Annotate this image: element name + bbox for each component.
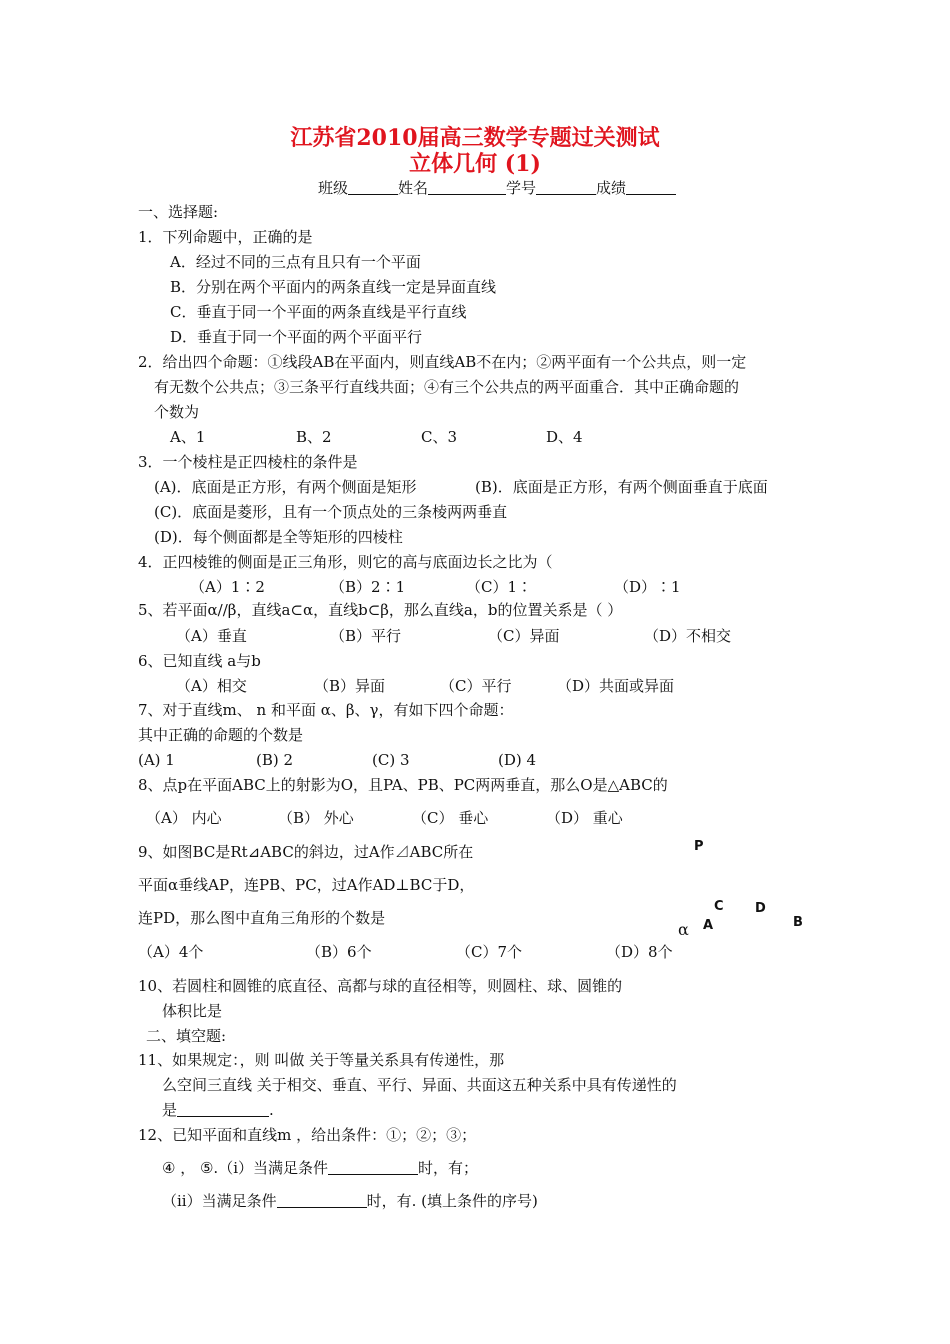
class-label: 班级 [318, 179, 349, 197]
q5-option-b: （B）平行 [330, 627, 402, 645]
q12-line3: （ii）当满足条件 时，有. (填上条件的序号) [162, 1192, 538, 1210]
section-heading-choice: 一、选择题: [138, 203, 219, 221]
number-label: 学号 [506, 179, 537, 197]
q1-stem: 1．下列命题中，正确的是 [138, 228, 313, 246]
q8-option-d: （D） 重心 [546, 809, 623, 827]
q5-stem: 5、若平面α//β，直线a⊂α，直线b⊂β，那么直线a，b的位置关系是（ ） [138, 601, 623, 619]
q7-option-c: (C) 3 [372, 751, 410, 769]
q5-option-c: （C）异面 [488, 627, 560, 645]
figure-point-p: P [694, 839, 704, 854]
q3-option-a: (A)．底面是正方形，有两个侧面是矩形 [154, 478, 417, 496]
q9-line3: 连PD，那么图中直角三角形的个数是 [138, 909, 386, 927]
q4-stem: 4．正四棱锥的侧面是正三角形，则它的高与底面边长之比为（ [138, 553, 553, 571]
q4-option-d: （D）∶1 [614, 578, 681, 596]
q3-option-c: (C)．底面是菱形，且有一个顶点处的三条棱两两垂直 [154, 503, 508, 521]
q8-option-c: （C） 垂心 [412, 809, 489, 827]
q6-option-b: （B）异面 [314, 677, 386, 695]
q2-option-c: C、3 [421, 428, 458, 446]
q9-line2: 平面α垂线AP，连PB、PC，过A作AD⊥BC于D， [138, 876, 475, 894]
score-label: 成绩 [596, 179, 627, 197]
number-blank[interactable] [536, 179, 596, 195]
q3-stem: 3．一个棱柱是正四棱柱的条件是 [138, 453, 358, 471]
q11-line1: 11、如果规定：，则 叫做 关于等量关系具有传递性，那 [138, 1051, 505, 1069]
q6-stem: 6、已知直线 a与b [138, 652, 261, 670]
q7-option-d: (D) 4 [498, 751, 537, 769]
figure-point-d: D [755, 901, 766, 916]
q7-line2: 其中正确的命题的个数是 [138, 726, 304, 744]
q1-option-a: A．经过不同的三点有且只有一个平面 [170, 253, 421, 271]
figure-point-a: A [703, 918, 714, 933]
q5-option-a: （A）垂直 [176, 627, 247, 645]
q7-stem: 7、对于直线m、 n 和平面 α、β、γ，有如下四个命题： [138, 701, 514, 719]
q12-line2: ④ ， ⑤.（i）当满足条件 时，有； [162, 1159, 479, 1177]
q7-option-b: (B) 2 [256, 751, 294, 769]
class-blank[interactable] [348, 179, 398, 195]
q6-option-d: （D）共面或异面 [557, 677, 675, 695]
q9-option-b: （B）6个 [306, 943, 372, 961]
q2-option-a: A、1 [170, 428, 206, 446]
q8-option-b: （B） 外心 [278, 809, 354, 827]
q12-answer-blank-1[interactable] [328, 1159, 418, 1175]
q6-option-a: （A）相交 [176, 677, 247, 695]
q1-option-d: D．垂直于同一个平面的两个平面平行 [170, 328, 423, 346]
q2-option-d: D、4 [546, 428, 583, 446]
q9-option-c: （C）7个 [456, 943, 523, 961]
figure-point-b: B [793, 915, 803, 930]
q7-option-a: (A) 1 [138, 751, 175, 769]
q1-option-b: B．分别在两个平面内的两条直线一定是异面直线 [170, 278, 497, 296]
q4-option-b: （B）2∶1 [330, 578, 406, 596]
student-info-line [318, 178, 676, 198]
q4-option-a: （A）1∶2 [190, 578, 265, 596]
q10-line1: 10、若圆柱和圆锥的底直径、高都与球的直径相等，则圆柱、球、圆锥的 [138, 977, 623, 995]
name-label: 姓名 [398, 179, 429, 197]
figure-plane-alpha: α [678, 920, 689, 939]
score-blank[interactable] [626, 179, 676, 195]
q2-line1: 2．给出四个命题：①线段AB在平面内，则直线AB不在内；②两平面有一个公共点，则一定 [138, 353, 747, 371]
name-blank[interactable] [428, 179, 506, 195]
figure-point-c: C [714, 899, 724, 914]
q11-answer-blank[interactable] [177, 1101, 269, 1117]
document-subtitle: 立体几何 (1) [409, 151, 541, 177]
q11-line3: 是 . [162, 1101, 274, 1119]
q2-line3: 个数为 [154, 403, 200, 421]
q2-option-b: B、2 [296, 428, 332, 446]
q8-stem: 8、点p在平面ABC上的射影为O，且PA、PB、PC两两垂直，那么O是△ABC的 [138, 776, 668, 794]
q9-option-a: （A）4个 [138, 943, 204, 961]
q5-option-d: （D）不相交 [644, 627, 732, 645]
q1-option-c: C．垂直于同一个平面的两条直线是平行直线 [170, 303, 467, 321]
q9-option-d: （D）8个 [606, 943, 673, 961]
q2-line2: 有无数个公共点；③三条平行直线共面；④有三个公共点的两平面重合．其中正确命题的 [154, 378, 740, 396]
q6-option-c: （C）平行 [440, 677, 512, 695]
q11-line2: 么空间三直线 关于相交、垂直、平行、异面、共面这五种关系中具有传递性的 [162, 1076, 677, 1094]
q3-option-b: (B)．底面是正方形，有两个侧面垂直于底面 [475, 478, 768, 496]
q10-line2: 体积比是 [162, 1002, 223, 1020]
q9-line1: 9、如图BC是Rt⊿ABC的斜边，过A作⊿ABC所在 [138, 843, 474, 861]
document-title: 江苏省2010届高三数学专题过关测试 [290, 125, 660, 151]
q12-line1: 12、已知平面和直线m ，给出条件：①；②；③； [138, 1126, 477, 1144]
q3-option-d: (D)．每个侧面都是全等矩形的四棱柱 [154, 528, 403, 546]
q12-answer-blank-2[interactable] [277, 1192, 367, 1208]
section-heading-fill: 二、填空题: [146, 1027, 227, 1045]
q8-option-a: （A） 内心 [146, 809, 222, 827]
q4-option-c: （C）1∶ [466, 578, 533, 596]
